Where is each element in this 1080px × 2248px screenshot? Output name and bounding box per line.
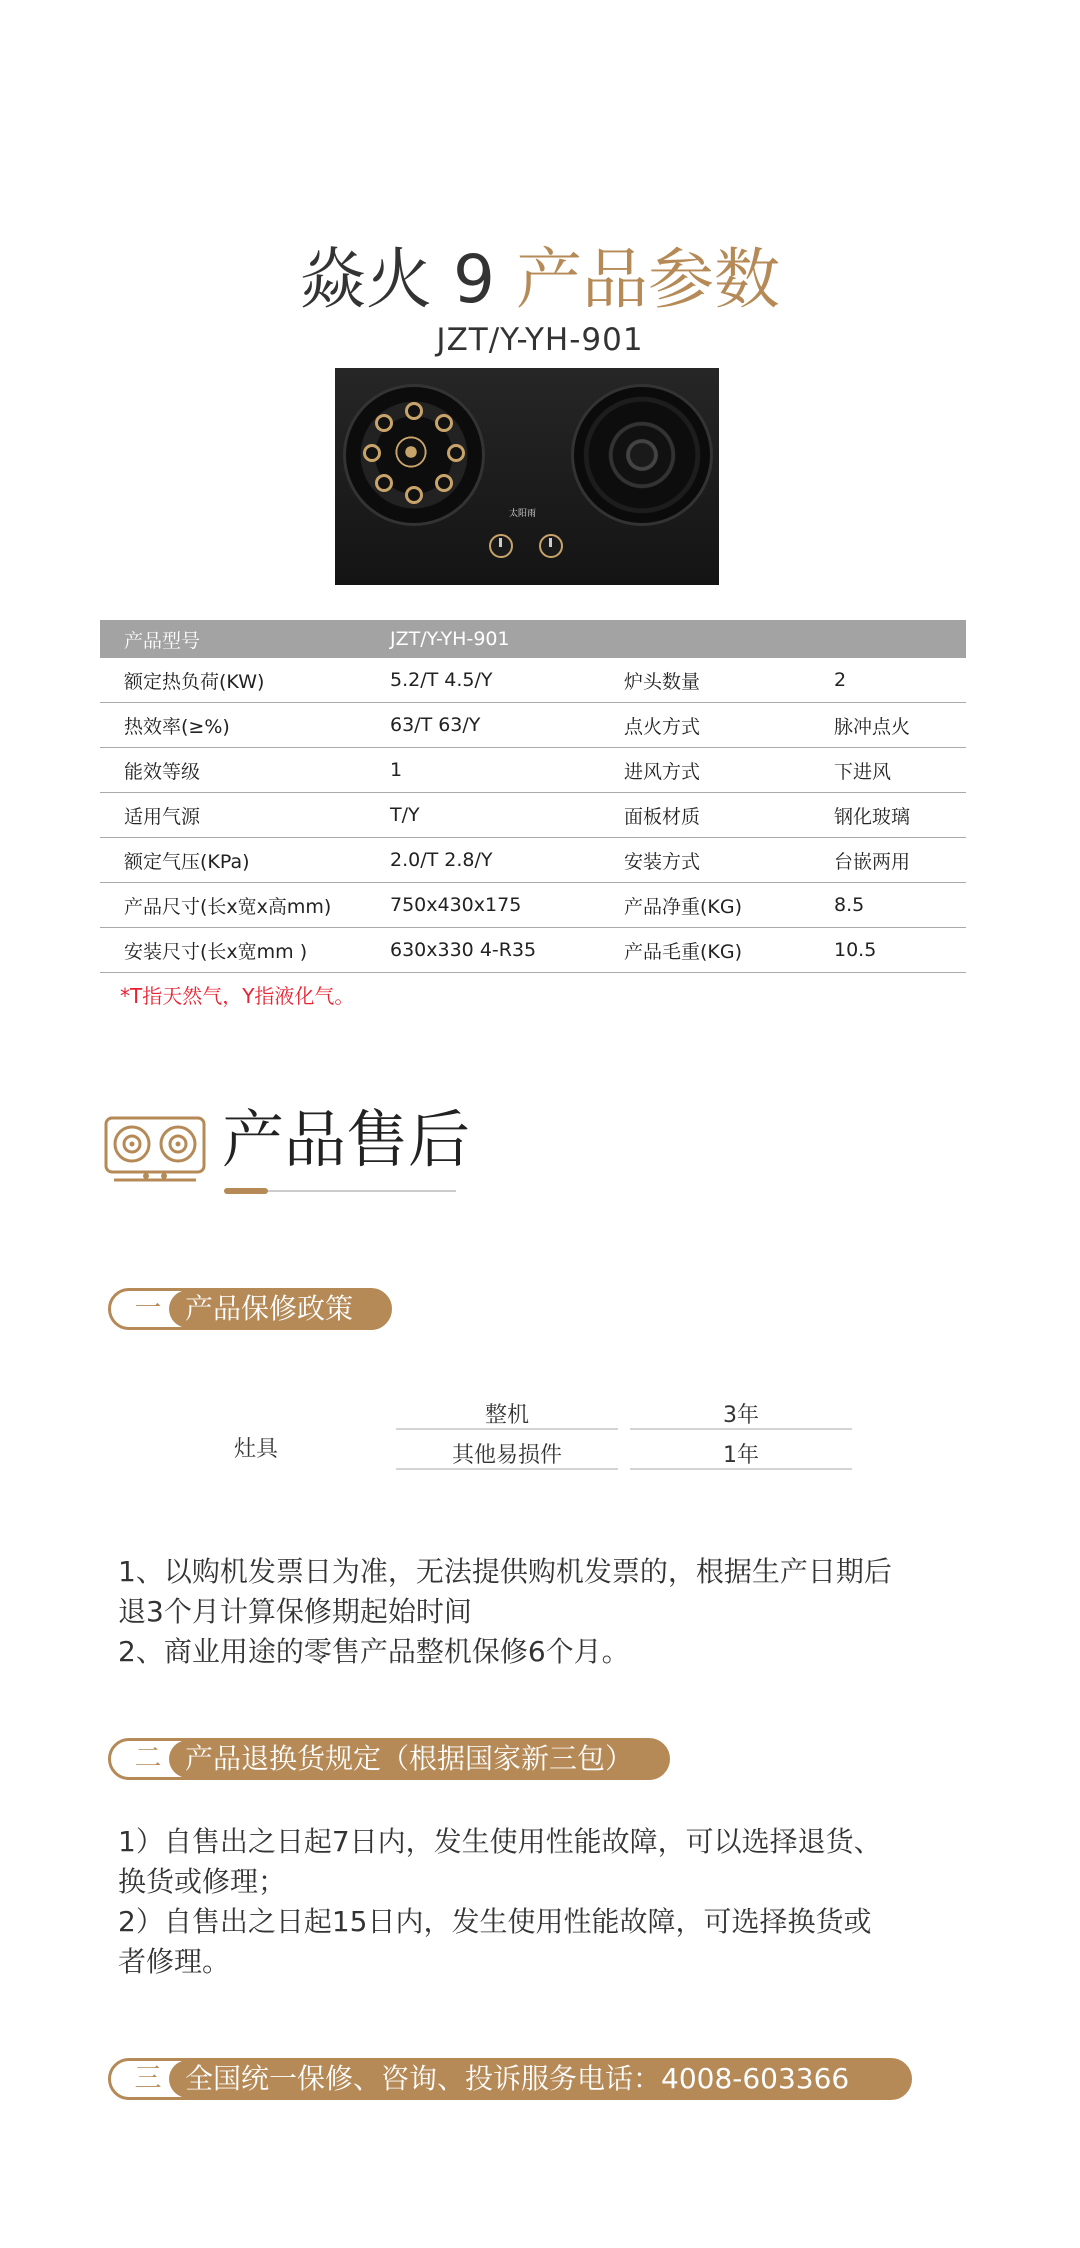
spec-label: 进风方式 [624, 748, 834, 793]
spec-header-row [100, 620, 966, 658]
spec-value: 630x330 4-R35 [390, 928, 624, 973]
spec-value: T/Y [390, 793, 624, 838]
warranty-category: 灶具 [233, 1437, 278, 1462]
spec-label: 安装方式 [624, 838, 834, 883]
spec-header-value: JZT/Y-YH-901 [390, 620, 966, 658]
section-pill-hotline [108, 2058, 912, 2100]
section-pill-warranty [108, 1288, 392, 1330]
warranty-divider [396, 1468, 618, 1470]
spec-header-label: 产品型号 [100, 620, 390, 658]
spec-label: 产品净重(KG) [624, 883, 834, 928]
spec-label: 炉头数量 [624, 658, 834, 703]
text-line: 2）自售出之日起15日内，发生使用性能故障，可选择换货或 [118, 1905, 872, 1938]
spec-label: 适用气源 [100, 793, 390, 838]
table-row [100, 658, 966, 703]
spec-value: 750x430x175 [390, 883, 624, 928]
right-burner [571, 384, 713, 526]
spec-value: 台嵌两用 [834, 838, 966, 883]
warranty-period: 1年 [723, 1443, 759, 1468]
section-number: 三 [134, 2063, 162, 2094]
spec-label: 面板材质 [624, 793, 834, 838]
table-row [100, 883, 966, 928]
spec-label: 产品尺寸(长x宽x高mm) [100, 883, 390, 928]
section-number: 二 [134, 1743, 162, 1774]
title-underline-accent [224, 1188, 268, 1194]
spec-value: 下进风 [834, 748, 966, 793]
spec-label: 点火方式 [624, 703, 834, 748]
warranty-divider [630, 1468, 852, 1470]
spec-table [100, 620, 966, 973]
section-pill-returns [108, 1738, 670, 1780]
table-row [100, 748, 966, 793]
table-row [100, 928, 966, 973]
text-line: 换货或修理； [118, 1865, 287, 1898]
spec-label: 热效率(≥%) [100, 703, 390, 748]
page-title [0, 240, 1080, 320]
return-policy-text [118, 1822, 958, 1982]
spec-value: 63/T 63/Y [390, 703, 624, 748]
warranty-divider [396, 1428, 618, 1430]
after-sales-title: 产品售后 [222, 1103, 471, 1176]
spec-value: 钢化玻璃 [834, 793, 966, 838]
text-line: 1、以购机发票日为准，无法提供购机发票的，根据生产日期后 [118, 1555, 892, 1588]
right-knob [539, 534, 563, 558]
spec-value: 10.5 [834, 928, 966, 973]
table-row [100, 838, 966, 883]
text-line: 退3个月计算保修期起始时间 [118, 1595, 472, 1628]
spec-label: 额定气压(KPa) [100, 838, 390, 883]
product-image [335, 368, 719, 585]
warranty-period: 3年 [723, 1403, 759, 1428]
warranty-policy-text [118, 1552, 958, 1672]
text-line: 2、商业用途的零售产品整机保修6个月。 [118, 1635, 630, 1668]
title-main: 焱火 9 [300, 241, 495, 318]
warranty-part: 整机 [484, 1403, 529, 1428]
model-code: JZT/Y-YH-901 [436, 322, 644, 358]
text-line: 1）自售出之日起7日内，发生使用性能故障，可以选择退货、 [118, 1825, 882, 1858]
spec-label: 安装尺寸(长x宽mm ) [100, 928, 390, 973]
spec-value: 脉冲点火 [834, 703, 966, 748]
section-label: 产品保修政策 [169, 1290, 390, 1328]
brand-label: 太阳雨 [509, 509, 537, 519]
spec-label: 产品毛重(KG) [624, 928, 834, 973]
title-accent: 产品参数 [515, 241, 780, 318]
spec-value: 2 [834, 658, 966, 703]
spec-value: 5.2/T 4.5/Y [390, 658, 624, 703]
warranty-divider [630, 1428, 852, 1430]
spec-value: 8.5 [834, 883, 966, 928]
stove-icon [104, 1116, 206, 1188]
table-row [100, 703, 966, 748]
spec-label: 能效等级 [100, 748, 390, 793]
spec-label: 额定热负荷(KW) [100, 658, 390, 703]
table-row [100, 793, 966, 838]
spec-value: 1 [390, 748, 624, 793]
left-knob [489, 534, 513, 558]
spec-value: 2.0/T 2.8/Y [390, 838, 624, 883]
text-line: 者修理。 [118, 1945, 231, 1978]
gas-note: *T指天然气，Y指液化气。 [120, 984, 355, 1008]
section-label: 产品退换货规定（根据国家新三包） [169, 1740, 668, 1778]
section-label: 全国统一保修、咨询、投诉服务电话：4008-603366 [169, 2060, 910, 2098]
warranty-part: 其他易损件 [451, 1443, 562, 1468]
section-number: 一 [134, 1293, 162, 1324]
